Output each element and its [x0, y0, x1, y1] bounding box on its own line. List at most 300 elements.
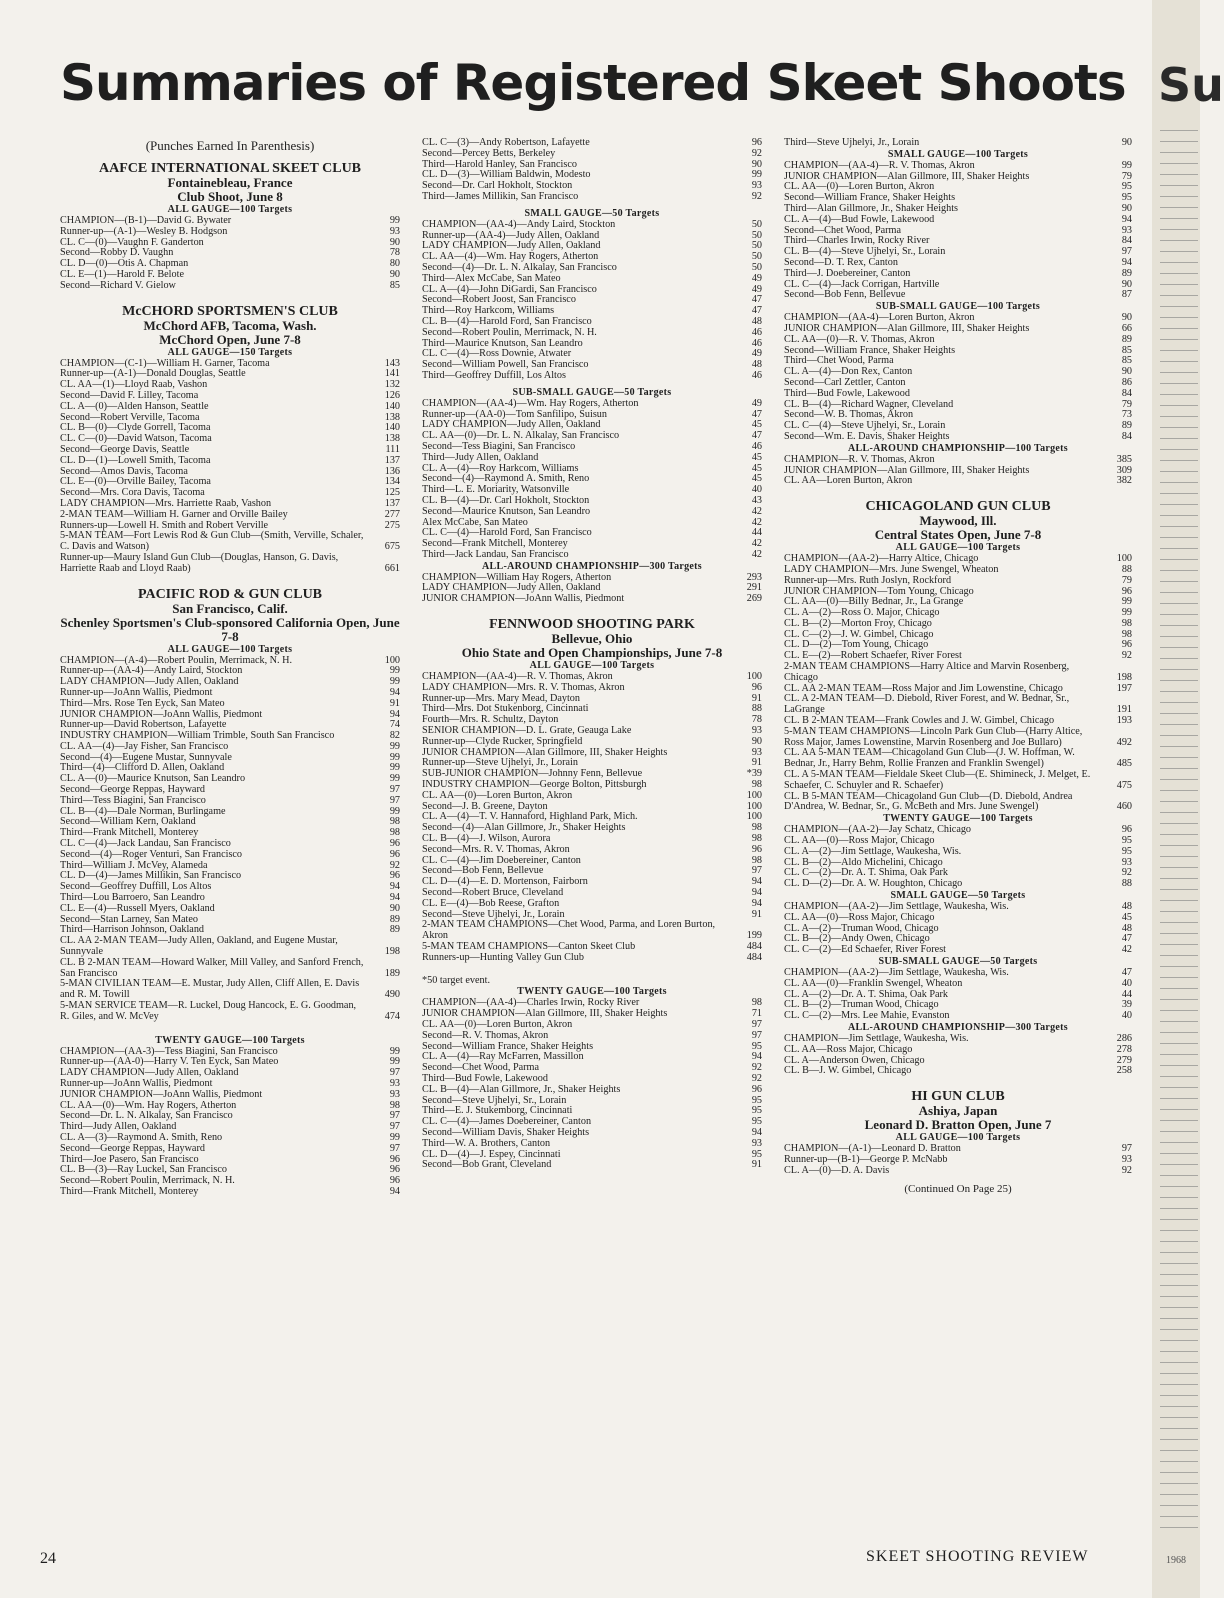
result-text: Third—Jack Landau, San Francisco [422, 548, 569, 560]
result-text: Second—Bob Fenn, Bellevue [784, 289, 906, 301]
result-score: 74 [389, 719, 400, 731]
result-text: Third—Joe Pasero, San Francisco [60, 1153, 199, 1165]
result-score: 100 [384, 654, 400, 666]
result-text: CL. A—(2)—Truman Wood, Chicago [784, 922, 939, 934]
gauge-heading: SUB-SMALL GAUGE—50 Targets [512, 386, 672, 398]
result-row [784, 1011, 1132, 1022]
club-location: Fontainebleau, France [167, 175, 293, 190]
result-score: 99 [1121, 159, 1132, 171]
result-score: 460 [1116, 801, 1132, 813]
result-score: 47 [751, 294, 762, 306]
result-text: JUNIOR CHAMPION—Alan Gillmore, III, Shaker Heights [784, 322, 1030, 334]
result-text: Second—(4)—Dr. L. N. Alkalay, San Francisco [422, 261, 617, 273]
result-row [60, 958, 400, 980]
result-text: 5-MAN TEAM CHAMPIONS—Lincoln Park Gun Club—(Harry Altice, Ross Major, James Lowenstine, Marvin Rosenberg and Joe Bullaro) [784, 725, 1083, 748]
result-text: Second—Tess Biagini, San Francisco [422, 440, 576, 452]
result-score: 44 [1121, 988, 1132, 1000]
result-score: 96 [751, 137, 762, 148]
result-score: 100 [1116, 553, 1132, 565]
result-text: CL. B 2-MAN TEAM—Howard Walker, Mill Valley, and Sanford French, San Francisco [60, 956, 364, 979]
result-text: Second—(4)—Alan Gillmore, Jr., Shaker Heights [422, 822, 626, 834]
result-score: 47 [751, 430, 762, 442]
result-text: CHAMPION—R. V. Thomas, Akron [784, 453, 935, 465]
result-text: CHAMPION—(AA-2)—Jim Settlage, Waukesha, Wis. [784, 967, 1009, 978]
result-text: Third—Maurice Knutson, San Leandro [422, 337, 583, 349]
result-score: 98 [389, 827, 400, 839]
result-text: CL. AA 5-MAN TEAM—Chicagoland Gun Club—(J. W. Hoffman, W. Bednar, Jr., Harry Behm, Rollie Franzen and Franklin Swengel) [784, 747, 1075, 770]
result-score: 126 [384, 389, 400, 401]
result-score: 99 [1121, 596, 1132, 608]
club-name: HI GUN CLUB [911, 1089, 1005, 1105]
result-text: Runner-up—(A-1)—Donald Douglas, Seattle [60, 368, 246, 380]
result-text: Second—(4)—Eugene Mustar, Sunnyvale [60, 751, 232, 763]
result-text: JUNIOR CHAMPION—Alan Gillmore, III, Shaker Heights [784, 464, 1030, 476]
result-score: 42 [1121, 944, 1132, 956]
result-row [422, 220, 762, 231]
event-name: McChord Open, June 7-8 [159, 331, 301, 347]
result-score: 89 [1121, 333, 1132, 345]
result-score: 42 [751, 505, 762, 517]
result-text: CL. C—(4)—Steve Ujhelyi, Sr., Lorain [784, 420, 946, 432]
spacer [422, 605, 762, 617]
column-3 [784, 138, 1132, 1196]
result-text: CL. A—Anderson Owen, Chicago [784, 1054, 925, 1066]
result-text: CL. C—(2)—Ed Schaefer, River Forest [784, 944, 946, 956]
result-score: 258 [1116, 1065, 1132, 1077]
result-score: 99 [389, 762, 400, 774]
result-score: 88 [1121, 563, 1132, 575]
result-text: Third—James Millikin, San Francisco [422, 190, 579, 202]
result-score: 100 [746, 789, 762, 801]
result-score: 40 [1121, 1010, 1132, 1022]
result-text: 5-MAN SERVICE TEAM—R. Luckel, Doug Hancock, E. G. Goodman, R. Giles, and W. McVey [60, 1000, 357, 1022]
result-score: 94 [751, 1126, 762, 1138]
result-row [422, 845, 762, 856]
result-text: CHAMPION—(AA-4)—R. V. Thomas, Akron [422, 671, 613, 683]
result-row [422, 920, 762, 942]
result-score: 45 [751, 473, 762, 485]
result-text: LADY CHAMPION—Judy Allen, Oakland [422, 419, 601, 431]
result-text: CL. A—(4)—John DiGardi, San Francisco [422, 283, 597, 295]
result-score: 96 [751, 843, 762, 855]
result-score: 89 [389, 924, 400, 936]
result-score: 45 [751, 462, 762, 474]
result-text: CL. AA—(0)—R. V. Thomas, Akron [784, 333, 935, 345]
result-text: Third—William J. McVey, Alameda [60, 859, 208, 871]
gauge-heading: SUB-SMALL GAUGE—100 Targets [875, 301, 1041, 313]
result-score: 49 [751, 272, 762, 284]
result-score: 94 [389, 1185, 400, 1197]
result-text: CHAMPION—(AA-2)—Jim Settlage, Waukesha, Wis. [784, 901, 1009, 913]
result-score: 100 [746, 811, 762, 823]
result-text: Second—Robert Bruce, Cleveland [422, 887, 564, 899]
result-text: CL. A—(2)—Jim Settlage, Waukesha, Wis. [784, 845, 962, 857]
result-text: CL. A—(0)—D. A. Davis [784, 1164, 890, 1176]
result-score: 484 [746, 941, 762, 952]
result-score: 93 [751, 180, 762, 192]
result-row [784, 335, 1132, 346]
result-score: 45 [751, 451, 762, 463]
result-score: 94 [751, 887, 762, 899]
result-text: Third—Frank Mitchell, Monterey [60, 827, 199, 839]
result-text: CL. AA—(4)—Wm. Hay Rogers, Atherton [422, 251, 599, 263]
gauge-heading: TWENTY GAUGE—100 Targets [155, 1034, 305, 1046]
result-text: Third—Harrison Johnson, Oakland [60, 924, 205, 936]
result-score: 50 [751, 251, 762, 263]
result-score: 95 [1121, 835, 1132, 847]
result-score: 309 [1116, 464, 1132, 476]
result-row [60, 402, 400, 413]
result-text: Third—Mrs. Dot Stukenborg, Cincinnati [422, 703, 589, 715]
result-text: Runner-up—(AA-0)—Harry V. Ten Eyck, San Mateo [60, 1056, 279, 1068]
result-score: 198 [1116, 671, 1132, 683]
result-score: 94 [389, 881, 400, 893]
result-text: LADY CHAMPION—Judy Allen, Oakland [422, 240, 601, 252]
result-row [60, 281, 400, 292]
result-score: 490 [384, 989, 400, 1001]
result-text: Second—(4)—Roger Venturi, San Francisco [60, 848, 243, 860]
club-name: McCHORD SPORTSMEN'S CLUB [122, 303, 338, 319]
result-text: CHAMPION—(AA-4)—Charles Irwin, Rocky River [422, 997, 640, 1009]
result-text: Second—Bob Grant, Cleveland [422, 1159, 552, 1171]
result-score: 97 [389, 794, 400, 806]
gauge-heading: ALL-AROUND CHAMPIONSHIP—300 Targets [482, 560, 702, 572]
result-text: 5-MAN CIVILIAN TEAM—E. Mustar, Judy Allen, Cliff Allen, E. Davis and R. M. Towill [60, 978, 360, 1001]
result-row [784, 770, 1132, 792]
result-row [784, 979, 1132, 990]
result-text: CL. A—(4)—Ray McFarren, Massillon [422, 1051, 584, 1063]
result-text: JUNIOR CHAMPION—JoAnn Wallis, Piedmont [60, 708, 263, 720]
result-score: 96 [389, 1153, 400, 1165]
result-score: 96 [1121, 639, 1132, 651]
result-text: CHAMPION—(AA-3)—Tess Biagini, San Francisco [60, 1045, 278, 1057]
gauge-heading: SUB-SMALL GAUGE—50 Targets [878, 956, 1038, 967]
result-text: Second—George Reppas, Hayward [60, 784, 205, 796]
result-score: 95 [751, 1148, 762, 1160]
event-name: Club Shoot, June 8 [177, 189, 283, 204]
result-score: 71 [751, 1008, 762, 1020]
result-score: 99 [389, 740, 400, 752]
club-location: Bellevue, Ohio [551, 631, 633, 647]
result-text: 2-MAN TEAM CHAMPIONS—Harry Altice and Marvin Rosenberg, Chicago [784, 661, 1070, 683]
result-text: Second—Percey Betts, Berkeley [422, 147, 556, 159]
result-text: CHAMPION—(A-1)—Leonard D. Bratton [784, 1143, 961, 1155]
result-text: CL. B—(4)—Harold Ford, San Francisco [422, 315, 592, 327]
result-row [784, 476, 1132, 487]
result-score: 46 [751, 337, 762, 349]
result-score: 43 [751, 494, 762, 506]
result-row [784, 269, 1132, 280]
result-score: 99 [1121, 607, 1132, 619]
result-text: CHAMPION—(A-4)—Robert Poulin, Merrimack, N. H. [60, 654, 293, 666]
result-score: 98 [751, 854, 762, 866]
result-text: Second—William Powell, San Francisco [422, 359, 589, 371]
next-page-year: 1968 [1166, 1555, 1186, 1566]
result-text: CL. E—(2)—Robert Schaefer, River Forest [784, 650, 962, 662]
result-score: 97 [389, 784, 400, 796]
result-text: Second—William Kern, Oakland [60, 816, 196, 828]
result-text: Third—E. J. Stukemborg, Cincinnati [422, 1105, 573, 1117]
result-text: Third—L. E. Moriarity, Watsonville [422, 484, 570, 496]
result-text: CHAMPION—Jim Settlage, Waukesha, Wis. [784, 1032, 969, 1044]
result-text: Runner-up—(B-1)—George P. McNabb [784, 1153, 948, 1165]
result-score: 97 [389, 1110, 400, 1122]
result-score: 99 [389, 676, 400, 688]
result-text: CL. A 2-MAN TEAM—D. Diebold, River Forest, and W. Bednar, Sr., LaGrange [784, 693, 1070, 716]
result-score: 90 [751, 735, 762, 747]
result-row [784, 1045, 1132, 1056]
result-text: CL. AA—Loren Burton, Akron [784, 475, 913, 487]
result-text: 2-MAN TEAM—William H. Garner and Orville Bailey [60, 508, 288, 520]
result-text: Second—Robby D. Vaughn [60, 247, 174, 259]
result-text: CL. B—(3)—Ray Luckel, San Francisco [60, 1164, 227, 1176]
gauge-heading: SMALL GAUGE—100 Targets [887, 148, 1029, 160]
result-text: CL. C—(0)—Vaughn F. Ganderton [60, 236, 204, 248]
result-text: Second—William France, Shaker Heights [784, 344, 956, 356]
result-text: Runner-up—Maury Island Gun Club—(Douglas, Hanson, G. Davis, Harriette Raab and Lloyd Raab) [60, 551, 339, 574]
result-row [60, 510, 400, 521]
result-score: 99 [389, 665, 400, 677]
result-score: 136 [384, 465, 400, 477]
result-score: 84 [1121, 235, 1132, 247]
result-score: 125 [384, 487, 400, 499]
result-score: 138 [384, 433, 400, 445]
result-text: CL. C—(4)—Jim Doebereiner, Canton [422, 854, 581, 866]
result-text: Second—Maurice Knutson, San Leandro [422, 505, 591, 517]
result-score: 661 [384, 562, 400, 574]
result-text: Second—Carl Zettler, Canton [784, 376, 906, 388]
result-text: Runner-up—Clyde Rucker, Springfield [422, 735, 583, 747]
result-text: CL. D—(1)—Lowell Smith, Tacoma [60, 454, 211, 466]
result-row [784, 662, 1132, 684]
result-text: Second—W. B. Thomas, Akron [784, 409, 914, 421]
result-row [784, 847, 1132, 858]
result-text: Runner-up—(AA-0)—Tom Sanfilipo, Suisun [422, 408, 607, 420]
result-score: 45 [1121, 911, 1132, 923]
result-score: 492 [1116, 736, 1132, 748]
club-location: Maywood, Ill. [919, 513, 997, 529]
result-score: 91 [751, 908, 762, 920]
result-text: Second—Robert Poulin, Merrimack, N. H. [60, 1175, 235, 1187]
result-row [422, 192, 762, 203]
result-text: CL. AA—(0)—Wm. Hay Rogers, Atherton [60, 1099, 237, 1111]
club-name: CHICAGOLAND GUN CLUB [865, 499, 1051, 515]
result-text: CL. B—(2)—Aldo Michelini, Chicago [784, 856, 943, 868]
result-text: CL. AA 2-MAN TEAM—Ross Major and Jim Lowenstine, Chicago [784, 682, 1063, 694]
gauge-heading: TWENTY GAUGE—100 Targets [883, 813, 1033, 825]
result-score: 99 [389, 773, 400, 785]
result-text: Third—Judy Allen, Oakland [422, 451, 539, 463]
result-text: CL. A—(3)—Raymond A. Smith, Reno [60, 1131, 223, 1143]
result-score: 82 [389, 730, 400, 742]
result-score: 198 [384, 946, 400, 958]
result-score: 79 [1121, 170, 1132, 182]
result-score: 94 [389, 708, 400, 720]
result-text: CL. C—(4)—James Doebereiner, Canton [422, 1116, 592, 1128]
result-row [784, 138, 1132, 149]
result-text: Third—Judy Allen, Oakland [60, 1121, 177, 1133]
result-row [60, 1144, 400, 1155]
result-text: CL. B—(4)—Alan Gillmore, Jr., Shaker Heights [422, 1083, 621, 1095]
result-text: CL. A—(0)—Alden Hanson, Seattle [60, 400, 209, 412]
result-text: CL. B 2-MAN TEAM—Frank Cowles and J. W. Gimbel, Chicago [784, 715, 1055, 727]
result-score: 94 [389, 892, 400, 904]
result-row [422, 953, 762, 964]
result-row [784, 1066, 1132, 1077]
result-text: CL. D—(2)—Tom Young, Chicago [784, 639, 929, 651]
result-score: 93 [389, 1088, 400, 1100]
result-score: 92 [389, 859, 400, 871]
result-text: CL. E—(4)—Russell Myers, Oakland [60, 902, 215, 914]
result-text: Runner-up—JoAnn Wallis, Piedmont [60, 1078, 213, 1089]
result-text: CL. D—(0)—Otis A. Chapman [60, 258, 189, 270]
next-page-title-fragment: Su [1158, 58, 1224, 112]
result-text: Second—George Davis, Seattle [60, 443, 190, 455]
result-text: CHAMPION—(AA-4)—Wm. Hay Rogers, Atherton [422, 397, 639, 409]
result-score: 90 [1121, 278, 1132, 290]
result-text: Third—Bud Fowle, Lakewood [422, 1072, 548, 1084]
gauge-heading: ALL GAUGE—100 Targets [529, 660, 655, 672]
column-1 [60, 138, 400, 1198]
result-row [422, 274, 762, 285]
page-title: Summaries of Registered Skeet Shoots [60, 54, 1126, 112]
result-text: CL. B 5-MAN TEAM—Chicagoland Gun Club—(D. Diebold, Andrea D'Andrea, W. Bednar, Sr., G. McBeth and Mrs. June Swengel) [784, 790, 1073, 813]
result-score: 269 [746, 593, 762, 605]
result-row [60, 699, 400, 710]
result-text: CL. AA—Ross Major, Chicago [784, 1043, 913, 1055]
result-score: 98 [751, 833, 762, 845]
result-score: 97 [751, 865, 762, 877]
result-score: 94 [751, 1051, 762, 1063]
result-score: 99 [389, 1131, 400, 1143]
result-text: CHAMPION—(AA-4)—R. V. Thomas, Akron [784, 159, 975, 171]
result-text: CL. B—(2)—Truman Wood, Chicago [784, 999, 939, 1011]
result-row [422, 507, 762, 518]
result-score: 99 [389, 751, 400, 763]
result-text: JUNIOR CHAMPION—JoAnn Wallis, Piedmont [422, 593, 625, 605]
result-row [422, 594, 762, 605]
result-score: 485 [1116, 758, 1132, 770]
club-location: San Francisco, Calif. [172, 600, 288, 616]
result-text: CL. C—(0)—David Watson, Tacoma [60, 433, 212, 445]
result-score: 46 [751, 369, 762, 381]
result-text: CL. B—(2)—Morton Froy, Chicago [784, 617, 932, 629]
result-score: 111 [385, 443, 400, 455]
result-score: 90 [389, 902, 400, 914]
event-name: Leonard D. Bratton Open, June 7 [864, 1117, 1052, 1133]
result-score: 96 [389, 848, 400, 860]
result-text: Second—William Davis, Shaker Heights [422, 1126, 590, 1138]
result-row [60, 1001, 400, 1023]
result-text: Third—Bud Fowle, Lakewood [784, 387, 910, 399]
result-score: 46 [751, 326, 762, 338]
result-text: Second—David F. Lilley, Tacoma [60, 389, 199, 401]
result-text: Second—Bob Fenn, Bellevue [422, 865, 544, 877]
result-score: 94 [389, 686, 400, 698]
result-text: JUNIOR CHAMPION—Alan Gillmore, III, Shaker Heights [422, 746, 668, 758]
spacer [60, 1023, 400, 1035]
result-text: LADY CHAMPION—Mrs. Harriette Raab, Vashon [60, 497, 272, 509]
result-text: CL. A—(4)—Roy Harkcom, Williams [422, 462, 579, 474]
spacer [60, 292, 400, 304]
result-score: 40 [1121, 977, 1132, 989]
result-score: 94 [751, 876, 762, 888]
result-score: 143 [384, 357, 400, 369]
result-text: CL. AA—(4)—Jay Fisher, San Francisco [60, 740, 229, 752]
result-text: CL. D—(3)—William Baldwin, Modesto [422, 169, 591, 181]
result-text: Alex McCabe, San Mateo [422, 516, 528, 528]
result-score: 92 [1121, 867, 1132, 879]
result-score: 291 [746, 582, 762, 594]
result-text: Second—Steve Ujhelyi, Sr., Lorain [422, 1094, 567, 1106]
result-text: CL. A—(0)—Maurice Knutson, San Leandro [60, 773, 246, 785]
result-score: 47 [1121, 933, 1132, 945]
result-text: CL. C—(4)—Harold Ford, San Francisco [422, 527, 592, 539]
result-score: 42 [751, 538, 762, 550]
result-text: CL. AA—(0)—Billy Bednar, Jr., La Grange [784, 596, 964, 608]
result-score: 197 [1116, 682, 1132, 694]
result-text: Third—Steve Ujhelyi, Jr., Lorain [784, 137, 920, 148]
result-score: 92 [751, 190, 762, 202]
result-score: 99 [389, 1056, 400, 1068]
result-text: Third—Harold Hanley, San Francisco [422, 158, 577, 170]
result-score: 97 [751, 1029, 762, 1041]
result-text: CHAMPION—(AA-2)—Harry Altice, Chicago [784, 553, 979, 565]
result-row [422, 976, 762, 987]
result-score: 89 [1121, 267, 1132, 279]
result-score: 91 [389, 697, 400, 709]
result-row [422, 1160, 762, 1171]
result-text: CL. C—(2)—Mrs. Lee Mahie, Evanston [784, 1010, 950, 1022]
result-score: 84 [1121, 387, 1132, 399]
result-text: CL. A—(2)—Dr. A. T. Shima, Oak Park [784, 988, 949, 1000]
result-score: 98 [389, 1099, 400, 1111]
result-score: 46 [751, 440, 762, 452]
result-text: CL. B—(4)—Steve Ujhelyi, Sr., Lorain [784, 246, 946, 258]
result-score: 96 [1121, 824, 1132, 836]
result-text: CL. E—(0)—Orville Bailey, Tacoma [60, 476, 211, 488]
result-score: 97 [389, 1121, 400, 1133]
result-row [784, 290, 1132, 301]
result-score: *39 [746, 768, 762, 780]
result-score: 48 [1121, 922, 1132, 934]
spacer [784, 1077, 1132, 1089]
result-text: Runner-up—David Robertson, Lafayette [60, 719, 227, 731]
result-text: JUNIOR CHAMPION—Tom Young, Chicago [784, 585, 974, 597]
result-score: 87 [1121, 289, 1132, 301]
result-score: 140 [384, 400, 400, 412]
result-text: Second—Richard V. Gielow [60, 279, 176, 291]
result-score: 47 [1121, 967, 1132, 978]
result-score: 86 [1121, 376, 1132, 388]
result-text: CL. A 5-MAN TEAM—Fieldale Skeet Club—(E. Shimineck, J. Melget, E. Schaefer, C. Schuyler and R. Schaefer) [784, 769, 1091, 791]
result-score: 90 [389, 268, 400, 280]
result-score: 79 [1121, 398, 1132, 410]
result-score: 96 [751, 681, 762, 693]
result-score: 98 [751, 822, 762, 834]
result-score: 98 [1121, 628, 1132, 640]
result-score: 94 [751, 897, 762, 909]
result-text: 2-MAN TEAM CHAMPIONS—Chet Wood, Parma, and Loren Burton, Akron [422, 919, 716, 942]
result-text: LADY CHAMPION—Mrs. R. V. Thomas, Akron [422, 681, 625, 693]
result-score: 90 [1121, 202, 1132, 214]
result-row [60, 456, 400, 467]
result-score: 90 [1121, 312, 1132, 324]
result-score: 279 [1116, 1054, 1132, 1066]
result-text: JUNIOR CHAMPION—JoAnn Wallis, Piedmont [60, 1088, 263, 1100]
result-text: LADY CHAMPION—Judy Allen, Oakland [60, 676, 239, 688]
event-name: Ohio State and Open Championships, June 7-8 [461, 645, 723, 661]
